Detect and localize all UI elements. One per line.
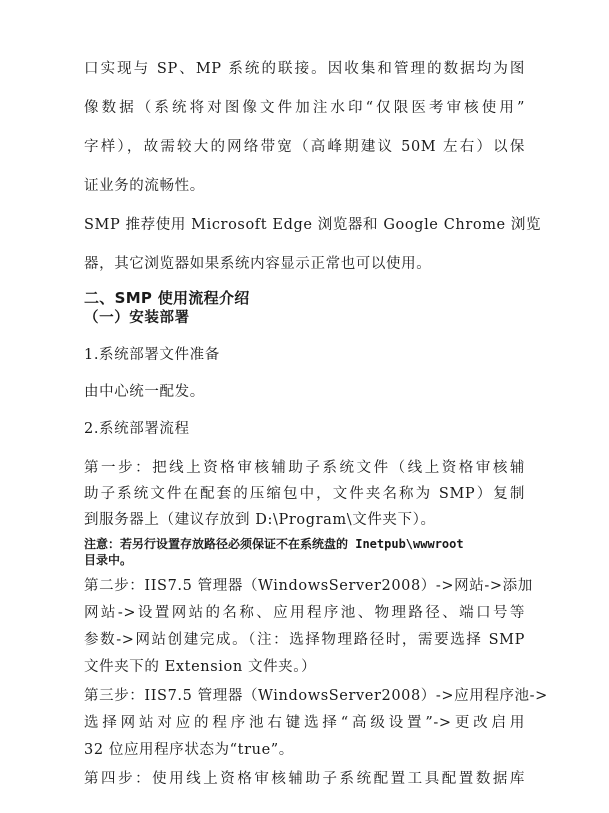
item2-title: 2.系统部署流程 <box>84 421 190 437</box>
step2-line-2: 网站->设置网站的名称、应用程序池、物理路径、端口号等 <box>84 605 525 621</box>
section-subheading: （一）安装部署 <box>84 309 190 326</box>
step1-line-1: 第一步：把线上资格审核辅助子系统文件（线上资格审核辅 <box>84 460 525 476</box>
item1-title: 1.系统部署文件准备 <box>84 347 220 363</box>
item1-body: 由中心统一配发。 <box>84 384 205 400</box>
intro-line-3: 字样），故需较大的网络带宽（高峰期建议 50M 左右）以保 <box>84 139 525 155</box>
step3-line-1: 第三步：IIS7.5 管理器（WindowsServer2008）->应用程序池-> <box>84 688 548 704</box>
step4-line-1: 第四步：使用线上资格审核辅助子系统配置工具配置数据库 <box>84 771 525 787</box>
browser-line-2: 器，其它浏览器如果系统内容显示正常也可以使用。 <box>84 256 432 272</box>
step2-line-4: 文件夹下的 Extension 文件夹。） <box>84 659 317 675</box>
step1-line-2: 助子系统文件在配套的压缩包中，文件夹名称为 SMP）复制 <box>84 486 525 502</box>
browser-line-1: SMP 推荐使用 Microsoft Edge 浏览器和 Google Chrome 浏览 <box>84 217 542 233</box>
note-line-1: 注意：若另行设置存放路径必须保证不在系统盘的 Inetpub\wwwroot <box>84 537 464 551</box>
step1-line-3: 到服务器上（建议存放到 D:\Program\文件夹下）。 <box>84 512 436 528</box>
section-heading: 二、SMP 使用流程介绍 <box>84 289 250 307</box>
step2-line-1: 第二步：IIS7.5 管理器（WindowsServer2008）->网站->添加 <box>84 578 533 594</box>
step3-line-3: 32 位应用程序状态为“true”。 <box>84 742 294 758</box>
step2-line-3: 参数->网站创建完成。（注：选择物理路径时，需要选择 SMP <box>84 632 525 648</box>
step3-line-2: 选择网站对应的程序池右键选择“高级设置”->更改启用 <box>84 715 525 731</box>
intro-line-1: 口实现与 SP、MP 系统的联接。因收集和管理的数据均为图 <box>84 61 525 77</box>
note-line-2: 目录中。 <box>84 553 133 567</box>
intro-line-4: 证业务的流畅性。 <box>84 178 205 194</box>
intro-line-2: 像数据（系统将对图像文件加注水印“仅限医考审核使用” <box>84 100 525 116</box>
